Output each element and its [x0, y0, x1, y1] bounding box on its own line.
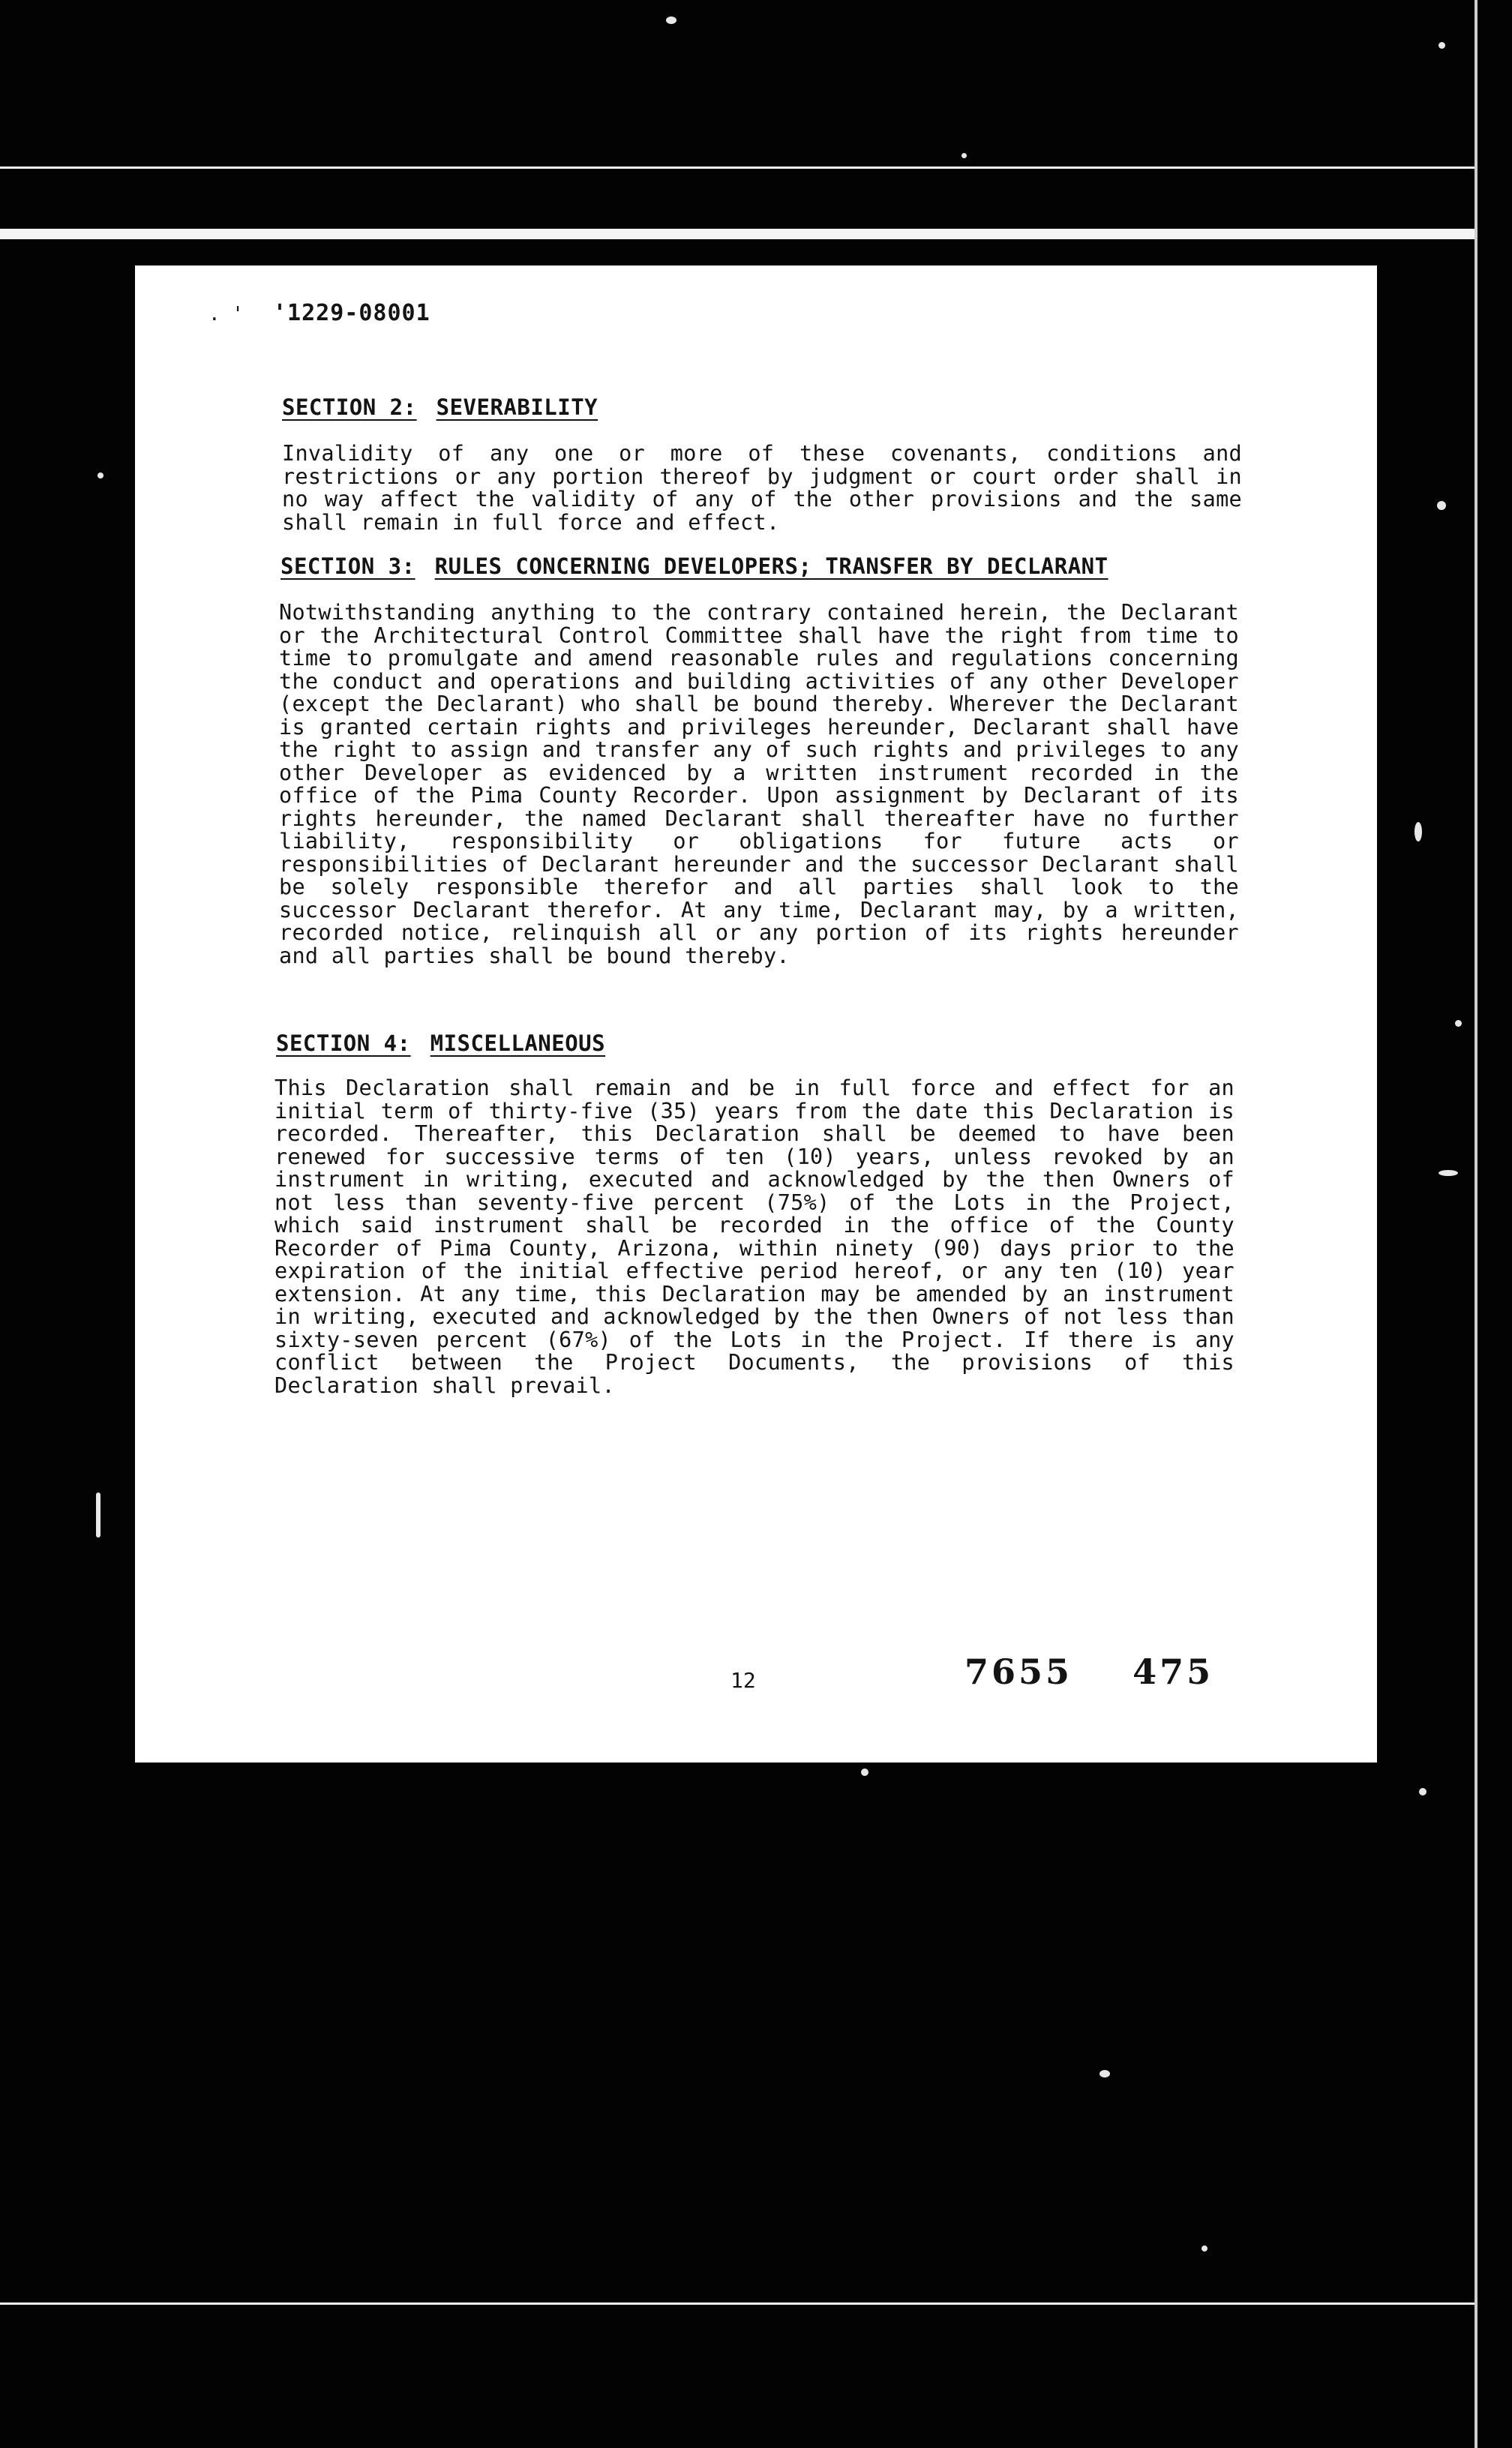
scan-speck [1438, 1170, 1458, 1176]
book-page-stamp: 7655 475 [964, 1652, 1214, 1692]
scan-speck [1414, 822, 1422, 842]
section-3-heading [280, 554, 1108, 579]
section-title: RULES CONCERNING DEVELOPERS; TRANSFER BY DECLARANT [434, 554, 1108, 579]
scan-line-bottom [0, 2302, 1478, 2305]
scan-speck [1100, 2070, 1110, 2078]
scan-speck [1437, 501, 1446, 510]
section-4-heading [276, 1030, 605, 1056]
scan-speck [1419, 1788, 1426, 1796]
scan-speck [1202, 2246, 1208, 2252]
document-number: '1229-08001 [273, 300, 430, 326]
section-title: SEVERABILITY [436, 394, 598, 420]
scan-speck [96, 1492, 100, 1538]
tick-mark: . ' [208, 303, 244, 326]
scan-speck [666, 16, 676, 24]
scan-band-top [0, 229, 1478, 239]
scan-speck [861, 1768, 868, 1776]
section-2-body: Invalidity of any one or more of these covenants, conditions and restrictions or any portion thereof by judgment or court order shall in no way affect the validity of any of the other provisions and the same shall remain in full force and effect. [282, 441, 1242, 535]
section-title: MISCELLANEOUS [430, 1030, 606, 1056]
section-3-body: Notwithstanding anything to the contrary contained herein, the Declarant or the Architectural Control Committee shall have the right from time to time to promulgate and amend reasonable rules and regulations concerning the conduct and operations and building activities of any other Developer (except the Declarant) who shall be bound thereby. Wherever the Declarant is granted certain rights and privileges hereunder, Declarant shall have the right to assign and transfer any of such rights and privileges to any other Developer as evidenced by a written instrument recorded in the office of the Pima County Recorder. Upon assignment by Declarant of its rights hereunder, the named Declarant shall thereafter have no further liability, responsibility or obligations for future acts or responsibilities of Declarant hereunder and the successor Declarant shall be solely responsible therefor and all parties shall look to the successor Declarant therefor. At any time, Declarant may, by a written, recorded notice, relinquish all or any portion of its rights hereunder and all parties shall be bound thereby. [279, 600, 1239, 968]
scan-speck [1438, 42, 1445, 49]
page-number: 12 [730, 1668, 756, 1693]
section-number: SECTION 4: [276, 1030, 411, 1056]
section-2-heading [282, 394, 598, 420]
scan-speck [962, 153, 967, 158]
section-number: SECTION 3: [280, 554, 416, 579]
document-page [135, 266, 1377, 1762]
section-number: SECTION 2: [282, 394, 417, 420]
scan-speck [98, 472, 104, 478]
scan-speck [1455, 1020, 1462, 1027]
scan-line-top [0, 166, 1478, 169]
scan-edge-right [1474, 0, 1478, 2448]
section-4-body: This Declaration shall remain and be in full force and effect for an initial term of thirty-five (35) years from the date this Declaration is recorded. Thereafter, this Declaration shall be deemed to have been renewed for successive terms of ten (10) years, unless revoked by an instrument in writing, executed and acknowledged by the then Owners of not less than seventy-five percent (75%) of the Lots in the Project, which said instrument shall be recorded in the office of the County Recorder of Pima County, Arizona, within ninety (90) days prior to the expiration of the initial effective period hereof, or any ten (10) year extension. At any time, this Declaration may be amended by an instrument in writing, executed and acknowledged by the then Owners of not less than sixty-seven percent (67%) of the Lots in the Project. If there is any conflict between the Project Documents, the provisions of this Declaration shall prevail. [274, 1076, 1234, 1398]
